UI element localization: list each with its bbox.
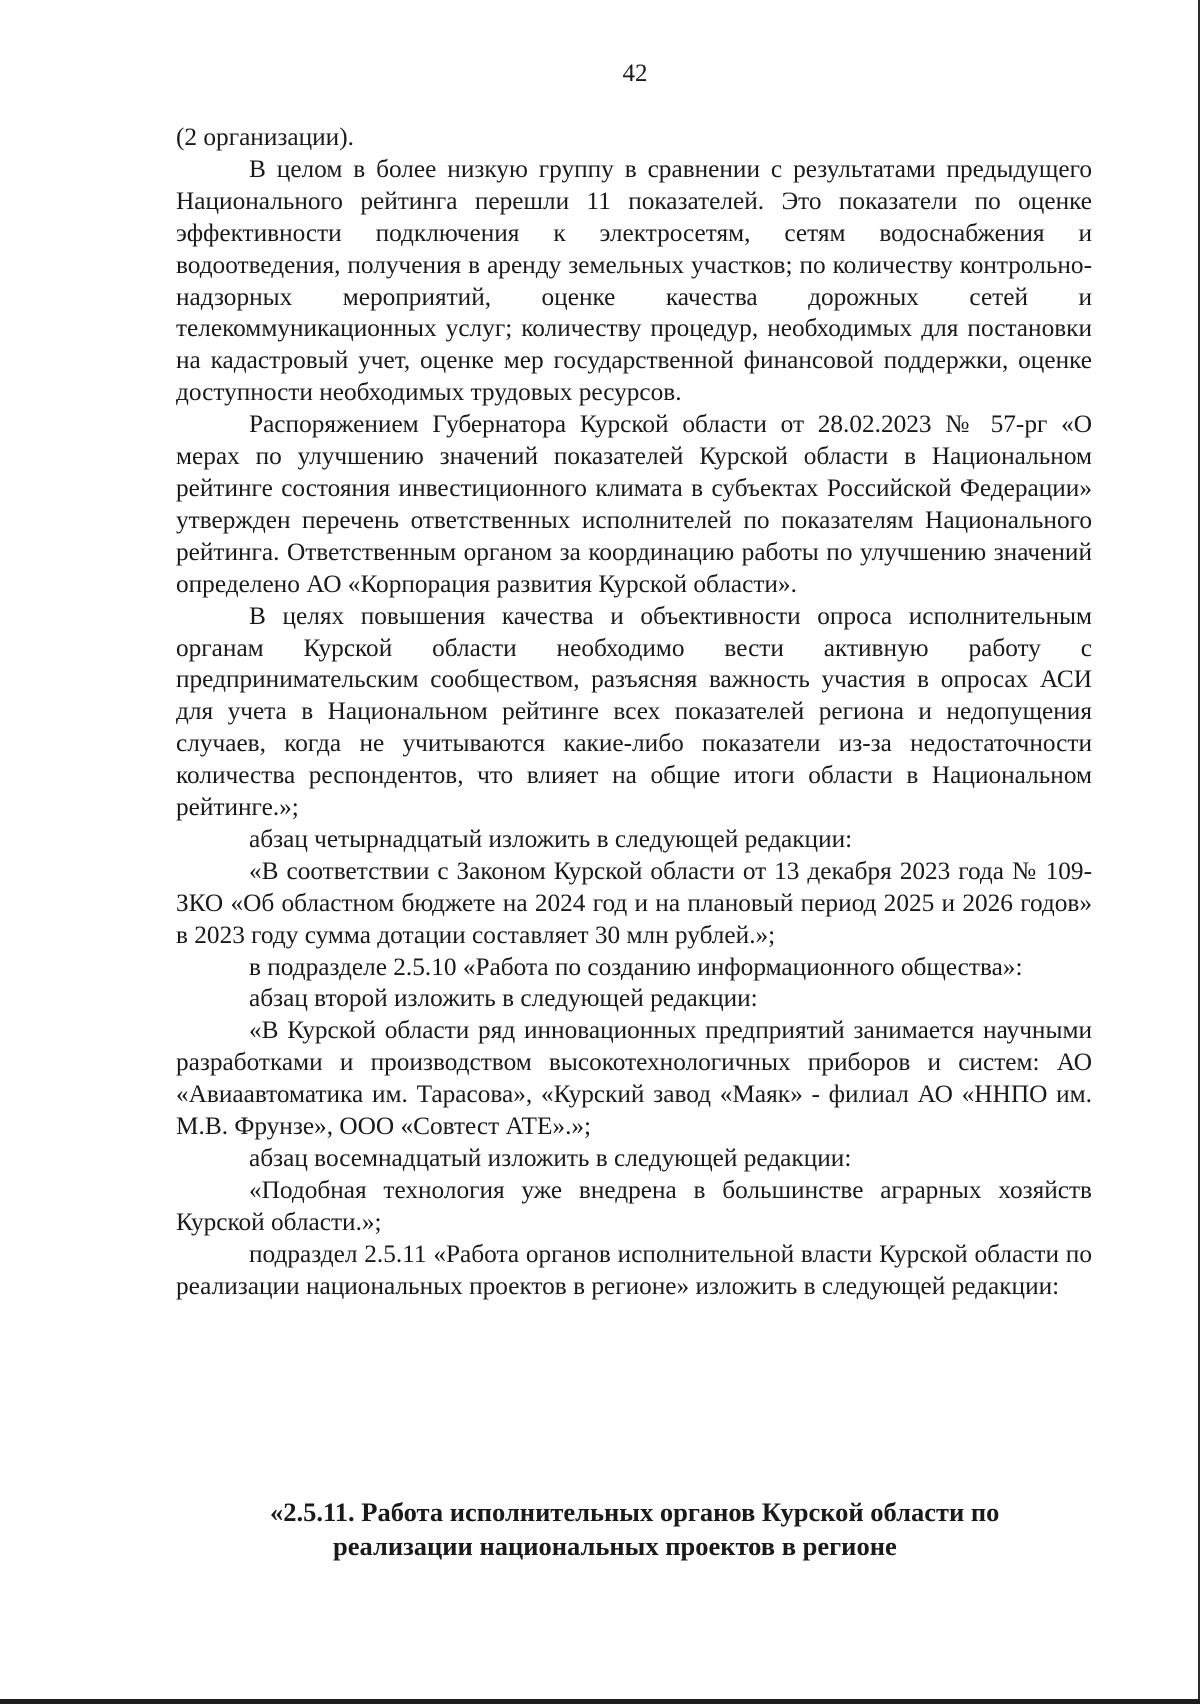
paragraph-survey-quality: В целях повышения качества и объективности опроса исполнительным органам Курской области необходимо вести активную работу с предпринимательским сообществом, разъясняя важность участия в опросах АСИ для учета в Национальном рейтинге всех показателей региона и недопущения случаев, когда не учитываются какие-либо показатели из-за недостаточности количества респондентов, что влияет на общие итоги области в Национальном рейтинге.»; bbox=[176, 601, 1092, 822]
document-body bbox=[176, 122, 1092, 1303]
paragraph-technology: «Подобная технология уже внедрена в большинстве аграрных хозяйств Курской области.»; bbox=[176, 1175, 1092, 1236]
paragraph-subsection-2511: подраздел 2.5.11 «Работа органов исполнительной власти Курской области по реализации национальных проектов в регионе» изложить в следующей редакции: bbox=[176, 1239, 1092, 1300]
section-heading-line2: реализации национальных проектов в регионе bbox=[333, 1531, 897, 1561]
section-heading-line1: «2.5.11. Работа исполнительных органов Курской области по bbox=[270, 1497, 1000, 1527]
section-heading bbox=[270, 1495, 1120, 1563]
paragraph-governor-order: Распоряжением Губернатора Курской области от 28.02.2023 № 57-рг «О мерах по улучшению значений показателей Курской области в Национальном рейтинге состояния инвестиционного климата в субъектах Российской Федерации» утвержден перечень ответственных исполнителей по показателям Национального рейтинга. Ответственным органом за координацию работы по улучшению значений определено АО «Корпорация развития Курской области». bbox=[176, 410, 1092, 598]
paragraph-innovative-enterprises: «В Курской области ряд инновационных предприятий занимается научными разработками и производством высокотехнологичных приборов и систем: АО «Авиаавтоматика им. Тарасова», «Курский завод «Маяк» - филиал АО «ННПО им. М.В. Фрунзе», ООО «Совтест АТЕ».»; bbox=[176, 1016, 1092, 1141]
scan-edge-bottom bbox=[0, 1699, 1200, 1704]
paragraph-instruction-2: абзац второй изложить в следующей редакции: bbox=[249, 984, 758, 1013]
paragraph-subsection-2510: в подразделе 2.5.10 «Работа по созданию информационного общества»: bbox=[249, 952, 1023, 981]
paragraph-budget-law: «В соответствии с Законом Курской области от 13 декабря 2023 года № 109-ЗКО «Об областном бюджете на 2024 год и на плановый период 2025 и 2026 годов» в 2023 году сумма дотации составляет 30 млн рублей.»; bbox=[176, 856, 1092, 949]
paragraph-instruction-18: абзац восемнадцатый изложить в следующей редакции: bbox=[249, 1144, 852, 1172]
paragraph-rating-decline: В целом в более низкую группу в сравнении с результатами предыдущего Национального рейтинга перешли 11 показателей. Это показатели по оценке эффективности подключения к электросетям, сетям водоснабжения и водоотведения, получения в аренду земельных участков; по количеству контрольно-надзорных мероприятий, оценке качества дорожных сетей и телекоммуникационных услуг; количеству процедур, необходимых для постановки на кадастровый учет, оценке мер государственной финансовой поддержки, оценке доступности необходимых трудовых ресурсов. bbox=[176, 154, 1092, 407]
paragraph-continuation: (2 организации). bbox=[176, 123, 354, 151]
paragraph-instruction-14: абзац четырнадцатый изложить в следующей редакции: bbox=[249, 824, 853, 853]
page-number: 42 bbox=[622, 60, 648, 87]
